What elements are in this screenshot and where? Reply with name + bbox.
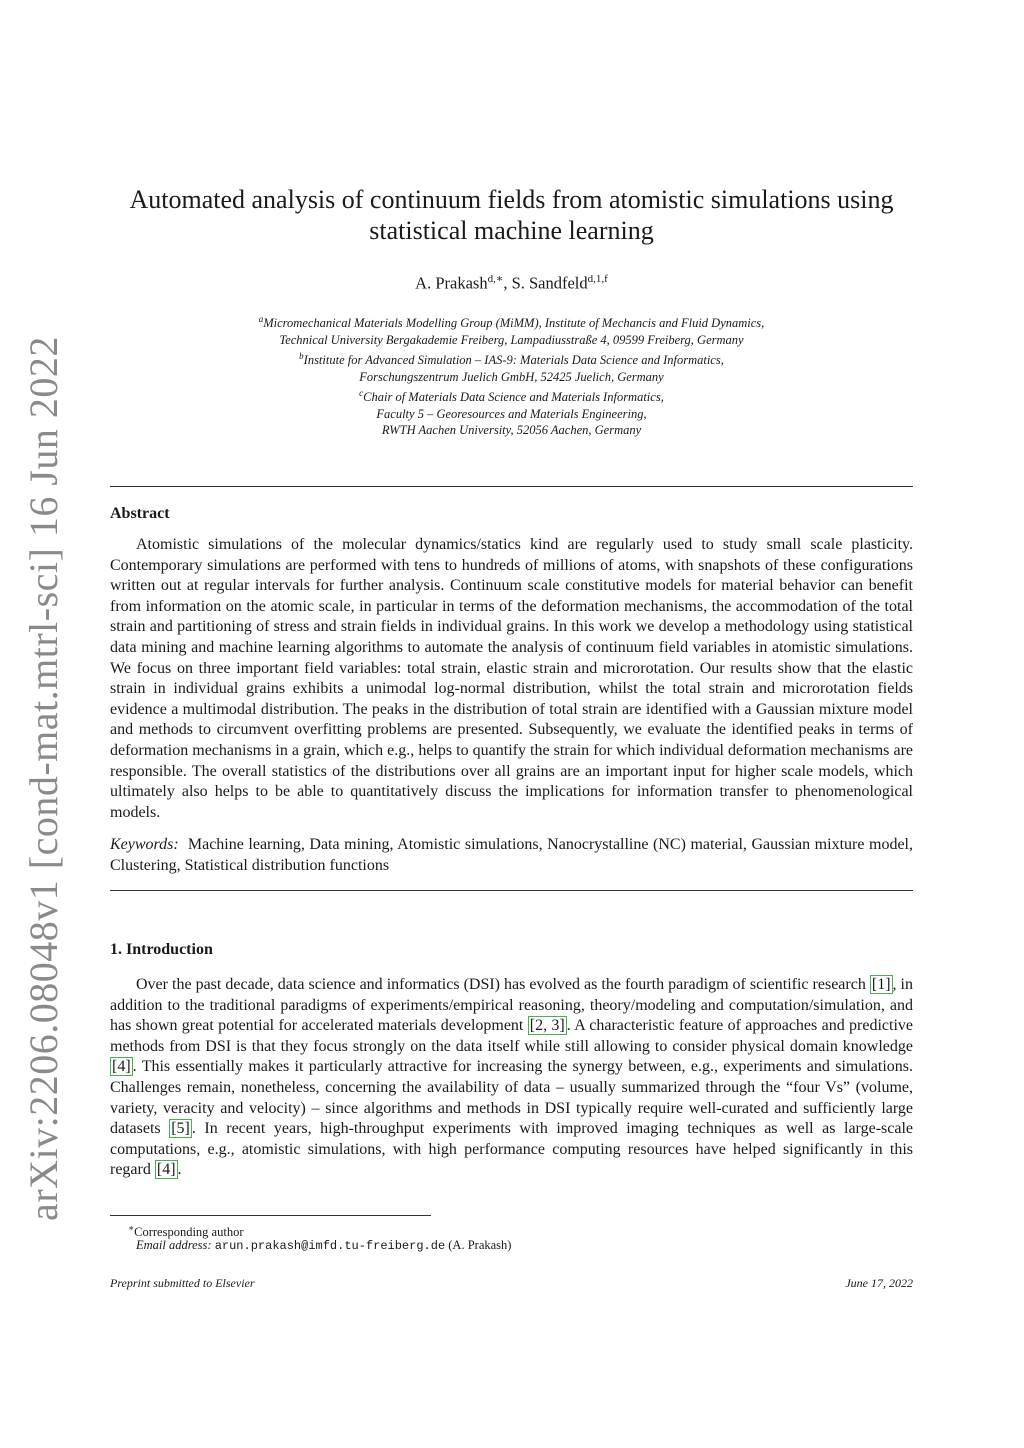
citation-link[interactable]: [5] [171,1120,190,1138]
title-line-1: Automated analysis of continuum fields from atomistic simulations using [129,185,894,214]
affiliation-a-line: Technical University Bergakademie Freiberg, Lampadiusstraße 4, 09599 Freiberg, Germany [279,332,744,347]
intro-paragraph: Over the past decade, data science and informatics (DSI) has evolved as the fourth paradigm of scientific research [1] , in addition to the traditional paradigms of experiments/empirical reasoning, theory/modeling and computation/simulation, and has shown great potential for accelerated materials development [2, 3] . A characteristic feature of approaches and predictive methods from DSI is that they focus strongly on the data itself while still allowing to consider physical domain knowledge [4] . This essentially makes it particularly attractive for increasing the synergy between, e.g., experiments and simulations. Challenges remain, nonetheless, concerning the availability of data – usually summarized through the “four Vs” (volume, variety, veracity and velocity) – since algorithms and methods in DSI typically require well-curated and sufficiently large datasets [5] . In recent years, high-throughput experiments with improved imaging techniques as well as large-scale computations, e.g., atomistic simulations, with high performance computing resources have helped significantly in this regard [4] . [110,976,914,1179]
affiliation-a: $^a$Micromechanical Materials Modelling Group (MiMM), Institute of Mechancis and Fluid Dynamics, [258,314,765,331]
affil-mark: c [359,388,364,399]
keywords [110,835,913,876]
affiliation-c-line: RWTH Aachen University, 52056 Aachen, Germany [381,423,642,438]
citation-link[interactable]: [2, 3] [529,1017,565,1035]
affiliation-c-line: Faculty 5 – Georesources and Materials Engineering, [376,406,647,421]
keywords-label: Keywords: [110,836,179,853]
affil-mark: a [258,314,264,324]
author-affil-mark: d,1,f [587,273,608,285]
footnote-mark: ∗ [128,1223,135,1233]
affil-mark: b [299,351,304,362]
author-list [110,272,913,294]
intro-heading: 1. Introduction [110,941,213,958]
footnote-corresponding: ∗Corresponding author [128,1223,244,1240]
affiliation-c: $^c$Chair of Materials Data Science and Materials Informatics, [359,388,664,405]
footer-date: June 17, 2022 [845,1276,913,1290]
arxiv-id-text: arXiv:2206.08048v1 [cond-mat.mtrl-sci] 16 Jun 2022 [20,335,66,1221]
abstract-top-rule [110,486,913,487]
author-name: A. Prakash [415,273,488,293]
affiliations [110,311,913,439]
author-affil-mark: d,∗ [487,273,504,285]
citation-link[interactable]: [4] [112,1058,131,1076]
abstract-text: Atomistic simulations of the molecular dynamics/statics kind are regularly used to study small scale plasticity. Contemporary simulations are performed with tens to hundreds of millions of atoms, with snapshots of these configurations written out at regular intervals for further analysis. Continuum scale constitutive models for material behavior can benefit from information on the atomic scale, in particular in terms of the deformation mechanisms, the accommodation of the total strain and partitioning of stress and strain fields in individual grains. In this work we develop a methodology using statistical data mining and machine learning algorithms to automate the analysis of continuum field variables in atomistic simulations. We focus on three important field variables: total strain, elastic strain and microrotation. Our results show that the elastic strain in individual grains exhibits a unimodal log-normal distribution, whilst the total strain and microrotation fields evidence a multimodal distribution. The peaks in the distribution of total strain are identified with a Gaussian mixture model and methods to circumvent overfitting problems are presented. Subsequently, we evaluate the identified peaks in terms of deformation mechanisms in a grain, which e.g., helps to quantify the strain for which individual deformation mechanisms are responsible. The overall statistics of the distributions over all grains are an important input for higher scale models, which ultimately also helps to be able to quantitatively discuss the implications for information transfer to phenomenological models. [110,536,913,821]
author-name: S. Sandfeld [511,273,588,293]
title-line-2: statistical machine learning [369,216,654,245]
abstract-heading: Abstract [110,505,170,522]
affiliation-b-line: Forschungszentrum Juelich GmbH, 52425 Juelich, Germany [359,369,664,384]
affiliation-b: $^b$Institute for Advanced Simulation – IAS-9: Materials Data Science and Informatics, [299,351,724,368]
email-address[interactable]: arun.prakash@imfd.tu-freiberg.de [214,1239,446,1253]
email-label: Email address: [136,1238,212,1252]
footnote-rule [110,1215,431,1216]
author-separator: , [503,273,512,293]
arxiv-identifier [18,335,68,1221]
email-owner: (A. Prakash) [448,1238,512,1252]
abstract-bottom-rule [110,890,913,891]
citation-link[interactable]: [4] [156,1161,176,1179]
keywords-list: Machine learning, Data mining, Atomistic simulations, Nanocrystalline (NC) material, Gaussian mixture model, Clustering, Statistical distribution functions [110,836,913,874]
footer-left: Preprint submitted to Elsevier [110,1276,255,1290]
footnote-email [136,1237,939,1255]
paper-title [110,184,913,246]
citation-link[interactable]: [1] [871,976,891,993]
